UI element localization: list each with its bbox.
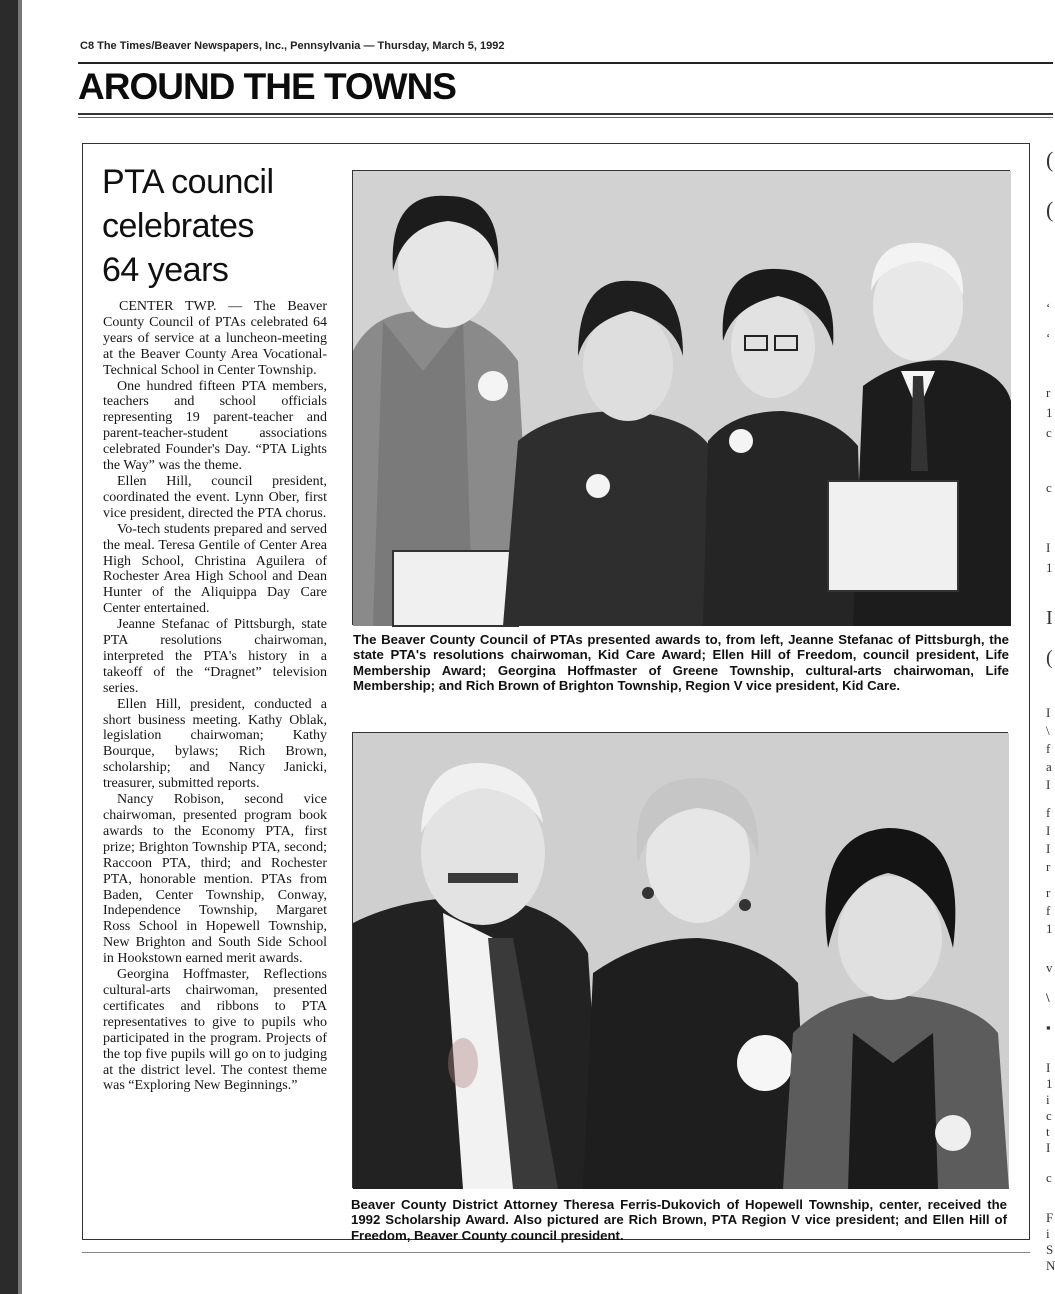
edge-fragment: 1: [1046, 921, 1053, 936]
edge-fragment: ▪: [1046, 1020, 1051, 1035]
award-group-photo: [352, 170, 1010, 625]
article-paragraph: Vo-tech students prepared and served the meal. Teresa Gentile of Center Area High School, Christina Aguilera of Rochester Area High School and Dean Hunter of the Aliquippa Day Care Center entertained.: [103, 521, 327, 617]
article-headline: [102, 160, 337, 292]
headline-line-1: PTA council: [102, 163, 274, 201]
edge-fragment: I: [1046, 841, 1051, 856]
edge-fragment: ‘: [1046, 300, 1051, 315]
article-paragraph: CENTER TWP. — The Beaver County Council of PTAs celebrated 64 years of service at a luncheon-meeting at the Beaver County Area Vocational-Technical School in Center Township.: [103, 299, 327, 378]
edge-fragment: I: [1046, 1060, 1051, 1075]
bottom-photo-caption: Beaver County District Attorney Theresa Ferris-Dukovich of Hopewell Township, center, received the 1992 Scholarship Award. Also pictured are Rich Brown, PTA Region V vice president; and Ellen Hill of Freedom, Beaver County council president.: [351, 1197, 1007, 1243]
headline-line-3: 64 years: [102, 251, 229, 289]
edge-fragment: F: [1046, 1210, 1054, 1225]
edge-fragment: r: [1046, 885, 1051, 900]
article-paragraph: Jeanne Stefanac of Pittsburgh, state PTA resolutions chairwoman, interpreted the PTA's history in a takeoff of the “Dragnet” television series.: [103, 617, 327, 696]
headline-line-2: celebrates: [102, 207, 254, 245]
edge-fragment: c: [1046, 1108, 1052, 1123]
edge-fragment: \: [1046, 723, 1050, 738]
edge-fragment: 1: [1046, 560, 1053, 575]
edge-fragment: c: [1046, 480, 1052, 495]
edge-fragment: I: [1046, 607, 1053, 629]
article-paragraph: Ellen Hill, council president, coordinated the event. Lynn Ober, first vice president, directed the PTA chorus.: [103, 473, 327, 521]
edge-fragment: (: [1046, 147, 1054, 172]
edge-fragment: v: [1046, 960, 1053, 975]
edge-fragment: (: [1046, 647, 1053, 669]
edge-fragment: i: [1046, 1226, 1050, 1241]
article-paragraph: Ellen Hill, president, conducted a short business meeting. Kathy Oblak, legislation chairwoman; Kathy Bourque, bylaws; Rich Brown, scholarship; and Nancy Janicki, treasurer, submitted reports.: [103, 696, 327, 792]
header-rule: [78, 62, 1053, 64]
section-rule: [78, 113, 1053, 115]
adjacent-column-fragment: [1040, 140, 1053, 1290]
edge-fragment: r: [1046, 385, 1051, 400]
edge-fragment: \: [1046, 990, 1050, 1005]
edge-fragment: t: [1046, 1124, 1050, 1139]
article-paragraph: Nancy Robison, second vice chairwoman, presented program book awards to the Economy PTA, first prize; Brighton Township PTA, second; Raccoon PTA, third; and Rochester PTA, honorable mention. PTAs from Baden, Center Township, Conway, Independence Township, Margaret Ross School in Hopewell Township, New Brighton and South Side School in Hookstown earned merit awards.: [103, 792, 327, 967]
edge-fragment: I: [1046, 823, 1051, 838]
scholarship-photo: [352, 732, 1008, 1188]
top-photo-caption: The Beaver County Council of PTAs presented awards to, from left, Jeanne Stefanac of Pittsburgh, the state PTA's resolutions chairwoman, Kid Care Award; Ellen Hill of Freedom, council president, Life Membership Award; Georgina Hoffmaster of Greene Township, cultural-arts chairwoman, Life Membership; and Rich Brown of Brighton Township, Region V vice president, Kid Care.: [353, 632, 1009, 693]
edge-fragment: I: [1046, 540, 1051, 555]
edge-fragment: c: [1046, 1170, 1052, 1185]
edge-fragment: r: [1046, 859, 1051, 874]
article-body: [103, 299, 327, 1094]
edge-fragment: S: [1046, 1242, 1054, 1257]
section-rule-thin: [78, 117, 1053, 118]
edge-fragment: ‘: [1046, 330, 1051, 345]
edge-fragment: N: [1046, 1258, 1055, 1273]
scholarship-photo-drawing: [353, 733, 1009, 1189]
award-group-photo-drawing: [353, 171, 1011, 626]
edge-fragment: a: [1046, 759, 1052, 774]
article-paragraph: One hundred fifteen PTA members, teachers and school officials representing 19 parent-teacher and parent-teacher-student associations celebrated Founder's Day. “PTA Lights the Way” was the theme.: [103, 378, 327, 474]
section-title: AROUND THE TOWNS: [78, 66, 456, 107]
edge-fragment: i: [1046, 1092, 1050, 1107]
article-paragraph: Georgina Hoffmaster, Reflections cultural-arts chairwoman, presented certificates and ribbons to PTA representatives to give to pupils who participated in the program. Projects of the top five pupils will go on to judging at the district level. The contest theme was “Exploring New Beginnings.”: [103, 967, 327, 1094]
edge-fragment: 1: [1046, 405, 1053, 420]
scan-border: [0, 0, 18, 1294]
edge-fragment: c: [1046, 425, 1052, 440]
edge-fragment: I: [1046, 777, 1051, 792]
page-folio: C8 The Times/Beaver Newspapers, Inc., Pennsylvania — Thursday, March 5, 1992: [80, 40, 505, 52]
edge-fragment: f: [1046, 741, 1051, 756]
edge-fragment: 1: [1046, 1076, 1053, 1091]
edge-fragment: I: [1046, 1140, 1051, 1155]
scan-border-shadow: [18, 0, 22, 1294]
bottom-rule: [82, 1252, 1030, 1253]
edge-fragment: f: [1046, 903, 1051, 918]
edge-fragment: I: [1046, 705, 1051, 720]
edge-fragment: (: [1046, 197, 1054, 222]
edge-fragment: f: [1046, 805, 1051, 820]
